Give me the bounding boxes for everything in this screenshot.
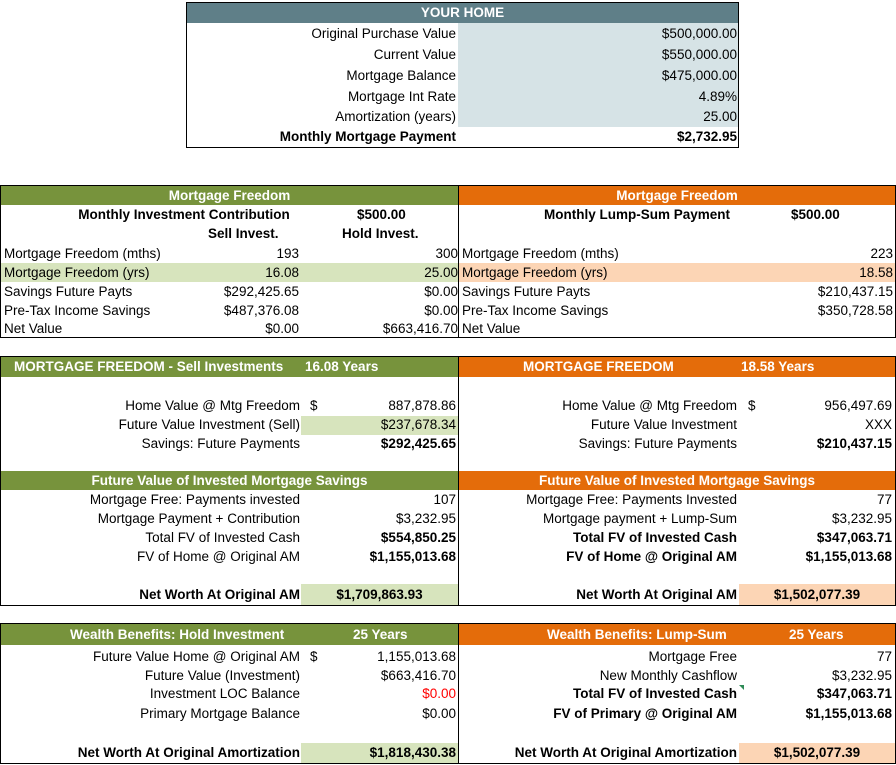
home-value[interactable]: $500,000.00 (661, 26, 737, 41)
row-value[interactable]: $0.00 (422, 706, 456, 721)
net-worth-value[interactable]: $1,502,077.39 (773, 587, 861, 602)
lump-label: Monthly Lump-Sum Payment (543, 207, 730, 222)
row-value[interactable]: 77 (876, 649, 892, 664)
row-label: Primary Mortgage Balance (140, 706, 300, 721)
lump-row-value[interactable]: $210,437.15 (817, 284, 893, 299)
net-worth-value[interactable]: $1,709,863.93 (336, 587, 423, 602)
home-value[interactable]: 887,878.86 (388, 398, 456, 413)
lump-row-value[interactable]: $350,728.58 (817, 303, 893, 318)
net-worth-row (1, 585, 895, 605)
mf-col-headers (1, 224, 895, 243)
wb-row-1 (1, 647, 895, 666)
net-worth-label: Net Worth At Original Amortization (514, 745, 737, 760)
your-home-panel (186, 2, 739, 148)
col-sell-invest: Sell Invest. (208, 226, 279, 241)
fv-investment-row (1, 415, 895, 435)
row-label: FV of Primary @ Original AM (553, 706, 737, 721)
row-label: Future Value Home @ Original AM (92, 649, 300, 664)
dollar-sign: $ (748, 398, 756, 413)
row-label: Mortgage Free: Payments invested (89, 492, 300, 507)
wb-row-4 (1, 704, 895, 724)
row-value[interactable]: $1,155,013.68 (805, 549, 892, 564)
home-label: Original Purchase Value (311, 26, 456, 41)
lump-title: Wealth Benefits: Lump-Sum (547, 627, 727, 642)
row-value[interactable]: $1,155,013.68 (805, 706, 892, 721)
savings-value[interactable]: $292,425.65 (380, 436, 456, 451)
row-label: Mortgage Freedom (mths) (462, 246, 619, 261)
row-label: Net Value (462, 321, 521, 336)
your-home-title: YOUR HOME (187, 3, 738, 23)
home-value[interactable]: 956,497.69 (824, 398, 892, 413)
row-value[interactable]: 1,155,013.68 (377, 649, 456, 664)
row-label: Mortgage Freedom (yrs) (4, 265, 150, 280)
home-value[interactable]: 4.89% (698, 89, 737, 104)
home-label: Amortization (years) (335, 109, 456, 124)
mf-contrib-row (1, 205, 895, 224)
sell-sub-header: Future Value of Invested Mortgage Savings (1, 471, 458, 490)
home-value[interactable]: 25.00 (703, 109, 737, 124)
sell-value[interactable]: $0.00 (265, 321, 299, 336)
col-hold-invest: Hold Invest. (342, 226, 419, 241)
mf-row-savings (1, 282, 895, 301)
freedom-detail-panel (0, 356, 896, 606)
wb-row-2 (1, 666, 895, 685)
lump-row-value[interactable]: 18.58 (859, 265, 893, 280)
sell-value[interactable]: $487,376.08 (223, 303, 299, 318)
hold-value[interactable]: 300 (435, 246, 458, 261)
mf-row-net (1, 319, 895, 338)
savings-row (1, 434, 895, 454)
lump-header (459, 624, 895, 645)
home-row-balance (187, 66, 738, 86)
sell-value[interactable]: 193 (276, 246, 299, 261)
row-value[interactable]: $0.00 (422, 686, 456, 701)
row-label: Mortgage Free: Payments Invested (526, 492, 737, 507)
lump-value[interactable]: $500.00 (791, 207, 840, 222)
home-row-rate (187, 87, 738, 107)
row-label: Investment LOC Balance (149, 686, 300, 701)
row-label: Mortgage Free (648, 649, 737, 664)
savings-label: Savings: Future Payments (141, 436, 300, 451)
dollar-sign: $ (310, 398, 318, 413)
row-label: Net Value (4, 321, 63, 336)
home-value-row (1, 396, 895, 416)
wb-net-worth-row (1, 743, 895, 763)
savings-label: Savings: Future Payments (578, 436, 737, 451)
net-worth-label: Net Worth At Original AM (576, 587, 737, 602)
mf-left-header: Mortgage Freedom (1, 186, 458, 205)
home-value[interactable]: $475,000.00 (661, 68, 737, 83)
freedom-years: 18.58 Years (741, 359, 815, 374)
dollar-sign: $ (310, 649, 318, 664)
net-worth-label: Net Worth At Original Amortization (77, 745, 300, 760)
net-worth-value[interactable]: $1,818,430.38 (369, 745, 456, 760)
wealth-benefits-panel (0, 623, 896, 764)
hold-value[interactable]: 25.00 (424, 265, 458, 280)
net-worth-value[interactable]: $1,502,077.39 (773, 745, 861, 760)
hold-years: 25 Years (353, 627, 408, 642)
mf-right-header: Mortgage Freedom (459, 186, 895, 205)
sell-value[interactable]: $292,425.65 (223, 284, 299, 299)
row-value[interactable]: 107 (433, 492, 456, 507)
fv-value[interactable]: $237,678.34 (380, 417, 456, 432)
home-label: Home Value @ Mtg Freedom (125, 398, 300, 413)
payment-contribution-row (1, 509, 895, 528)
sell-years: 16.08 Years (305, 359, 379, 374)
row-label: New Monthly Cashflow (599, 668, 737, 683)
freedom-header (459, 357, 895, 377)
fv-label: Future Value Investment (Sell) (118, 417, 300, 432)
row-label: Savings Future Payts (462, 284, 591, 299)
sell-title: MORTGAGE FREEDOM - Sell Investments (14, 359, 284, 374)
home-label: Mortgage Balance (346, 68, 456, 83)
freedom-title: MORTGAGE FREEDOM (523, 359, 674, 374)
row-value[interactable]: 77 (876, 492, 892, 507)
row-label: Mortgage payment + Lump-Sum (543, 511, 737, 526)
home-row-amortization (187, 107, 738, 127)
hold-value[interactable]: $0.00 (424, 284, 458, 299)
payments-invested-row (1, 490, 895, 509)
row-value[interactable]: $1,155,013.68 (369, 549, 456, 564)
home-row-payment (187, 127, 738, 147)
row-label: Savings Future Payts (4, 284, 133, 299)
savings-value[interactable]: $210,437.15 (816, 436, 892, 451)
home-label: Home Value @ Mtg Freedom (562, 398, 737, 413)
mortgage-freedom-panel (0, 185, 896, 338)
row-value[interactable]: $347,063.71 (816, 530, 892, 545)
row-value[interactable]: $3,232.95 (395, 511, 456, 526)
row-label: Pre-Tax Income Savings (4, 303, 151, 318)
lump-row-value[interactable]: 223 (870, 246, 893, 261)
mf-row-pretax (1, 301, 895, 320)
lump-years: 25 Years (789, 627, 844, 642)
sell-header (1, 357, 458, 377)
row-label: Total FV of Invested Cash (572, 530, 737, 545)
payment-label: Monthly Mortgage Payment (279, 129, 456, 144)
row-label: Mortgage Payment + Contribution (97, 511, 300, 526)
row-label: Mortgage Freedom (yrs) (462, 265, 608, 280)
total-fv-row (1, 528, 895, 547)
sell-value[interactable]: 16.08 (265, 265, 299, 280)
contrib-label: Monthly Investment Contribution (78, 207, 290, 222)
contrib-value[interactable]: $500.00 (357, 207, 406, 222)
home-row-current (187, 45, 738, 65)
net-worth-label: Net Worth At Original AM (139, 587, 300, 602)
hold-value[interactable]: $663,416.70 (382, 321, 458, 336)
row-value[interactable]: $3,232.95 (831, 511, 892, 526)
fv-value[interactable]: XXX (864, 417, 892, 432)
row-label: FV of Home @ Original AM (136, 549, 300, 564)
row-label: Total FV of Invested Cash (572, 686, 737, 701)
home-label: Mortgage Int Rate (347, 89, 456, 104)
row-value[interactable]: $554,850.25 (380, 530, 456, 545)
freedom-sub-header: Future Value of Invested Mortgage Savings (459, 471, 895, 490)
row-label: Pre-Tax Income Savings (462, 303, 609, 318)
home-value[interactable]: $550,000.00 (661, 47, 737, 62)
fv-home-row (1, 547, 895, 566)
row-value[interactable]: $347,063.71 (816, 686, 892, 701)
row-value[interactable]: $663,416.70 (380, 668, 456, 683)
hold-header (1, 624, 458, 645)
row-label: Mortgage Freedom (mths) (4, 246, 161, 261)
home-row-purchase (187, 24, 738, 44)
home-label: Current Value (373, 47, 456, 62)
fv-label: Future Value Investment (590, 417, 737, 432)
hold-value[interactable]: $0.00 (424, 303, 458, 318)
row-label: Total FV of Invested Cash (145, 530, 300, 545)
row-label: Future Value (Investment) (144, 668, 300, 683)
mf-row-mths (1, 244, 895, 263)
wb-row-3 (1, 684, 895, 703)
row-label: FV of Home @ Original AM (566, 549, 737, 564)
payment-value[interactable]: $2,732.95 (676, 129, 737, 144)
row-value[interactable]: $3,232.95 (831, 668, 892, 683)
hold-title: Wealth Benefits: Hold Investment (70, 627, 285, 642)
mf-row-yrs (1, 263, 895, 282)
